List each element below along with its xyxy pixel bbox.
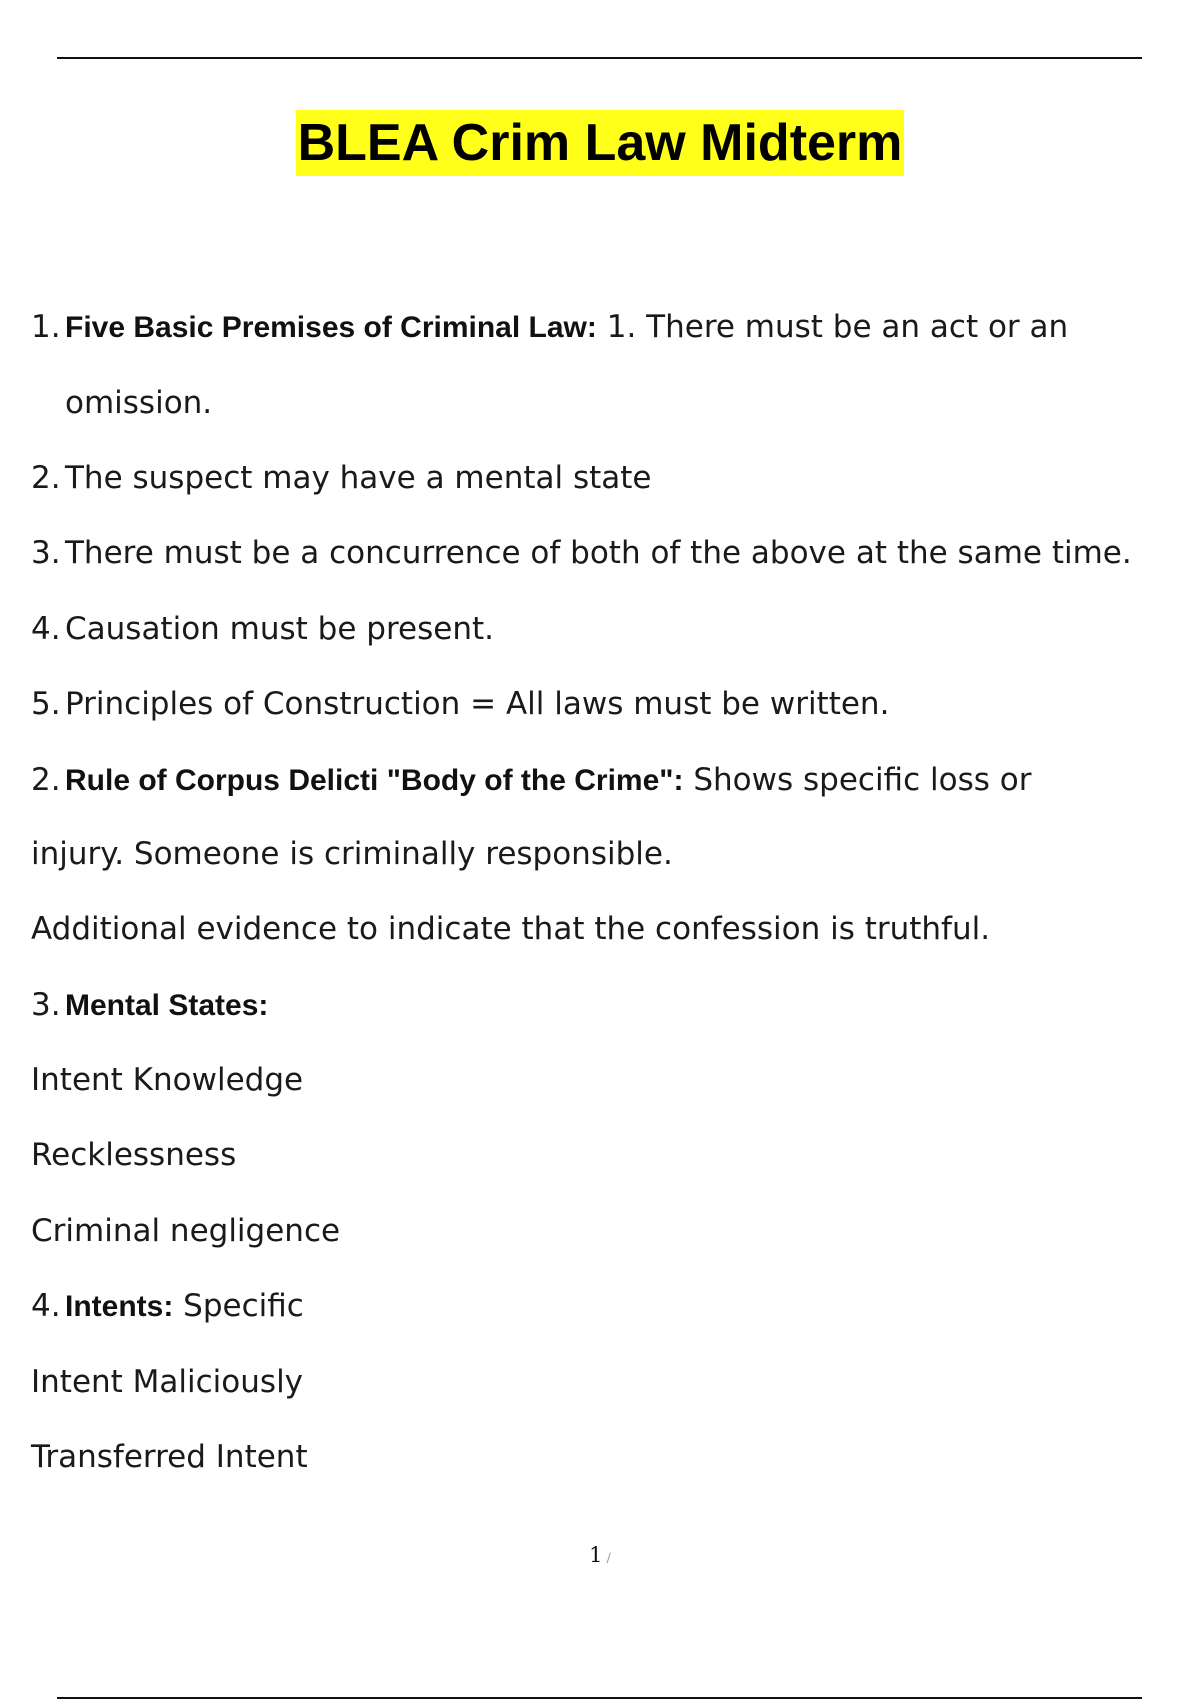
item-2-line — [31, 760, 1031, 801]
item-2-text-line: injury. Someone is criminally responsible. — [31, 836, 673, 872]
premise-line — [31, 684, 889, 724]
premise-number: 4. — [31, 611, 61, 647]
item-heading: Rule of Corpus Delicti "Body of the Crime": — [65, 764, 684, 797]
premise-text: Causation must be present. — [65, 611, 494, 647]
item-4-text-line: Transferred Intent — [31, 1439, 308, 1475]
item-2-text-line: Additional evidence to indicate that the confession is truthful. — [31, 911, 991, 947]
item-number: 4. — [31, 1288, 61, 1324]
item-text: Specific — [173, 1288, 304, 1324]
item-1-continuation: omission. — [65, 385, 213, 421]
item-text: Shows specific loss or — [683, 762, 1032, 798]
premise-number: 3. — [31, 535, 61, 571]
top-divider — [57, 57, 1142, 59]
premise-line — [31, 533, 1132, 573]
item-3-text-line: Intent Knowledge — [31, 1062, 304, 1098]
page-number-separator: / — [606, 1551, 611, 1566]
premise-number: 2. — [31, 460, 61, 496]
item-number: 1. — [31, 309, 61, 345]
bottom-divider — [57, 1697, 1142, 1699]
premise-text: The suspect may have a mental state — [65, 460, 652, 496]
title-container — [0, 110, 1200, 176]
premise-number: 5. — [31, 686, 61, 722]
page-number — [0, 1540, 1200, 1574]
item-heading: Five Basic Premises of Criminal Law: — [65, 311, 597, 344]
item-1-line — [31, 307, 1068, 348]
item-number: 2. — [31, 762, 61, 798]
premise-text: There must be a concurrence of both of the above at the same time. — [65, 535, 1132, 571]
item-3-text-line: Criminal negligence — [31, 1213, 341, 1249]
item-4-text-line: Intent Maliciously — [31, 1364, 304, 1400]
premise-line — [31, 609, 494, 649]
page-number-value: 1 — [589, 1543, 603, 1567]
document-title: BLEA Crim Law Midterm — [296, 110, 905, 176]
item-number: 3. — [31, 987, 61, 1023]
premise-text: Principles of Construction = All laws must be written. — [65, 686, 890, 722]
item-4-line — [31, 1286, 304, 1327]
item-heading: Mental States: — [65, 989, 269, 1022]
premise-line — [31, 458, 652, 498]
item-heading: Intents: — [65, 1290, 174, 1323]
item-3-text-line: Recklessness — [31, 1137, 237, 1173]
item-3-line — [31, 985, 268, 1026]
item-text: 1. There must be an act or an — [596, 309, 1069, 345]
